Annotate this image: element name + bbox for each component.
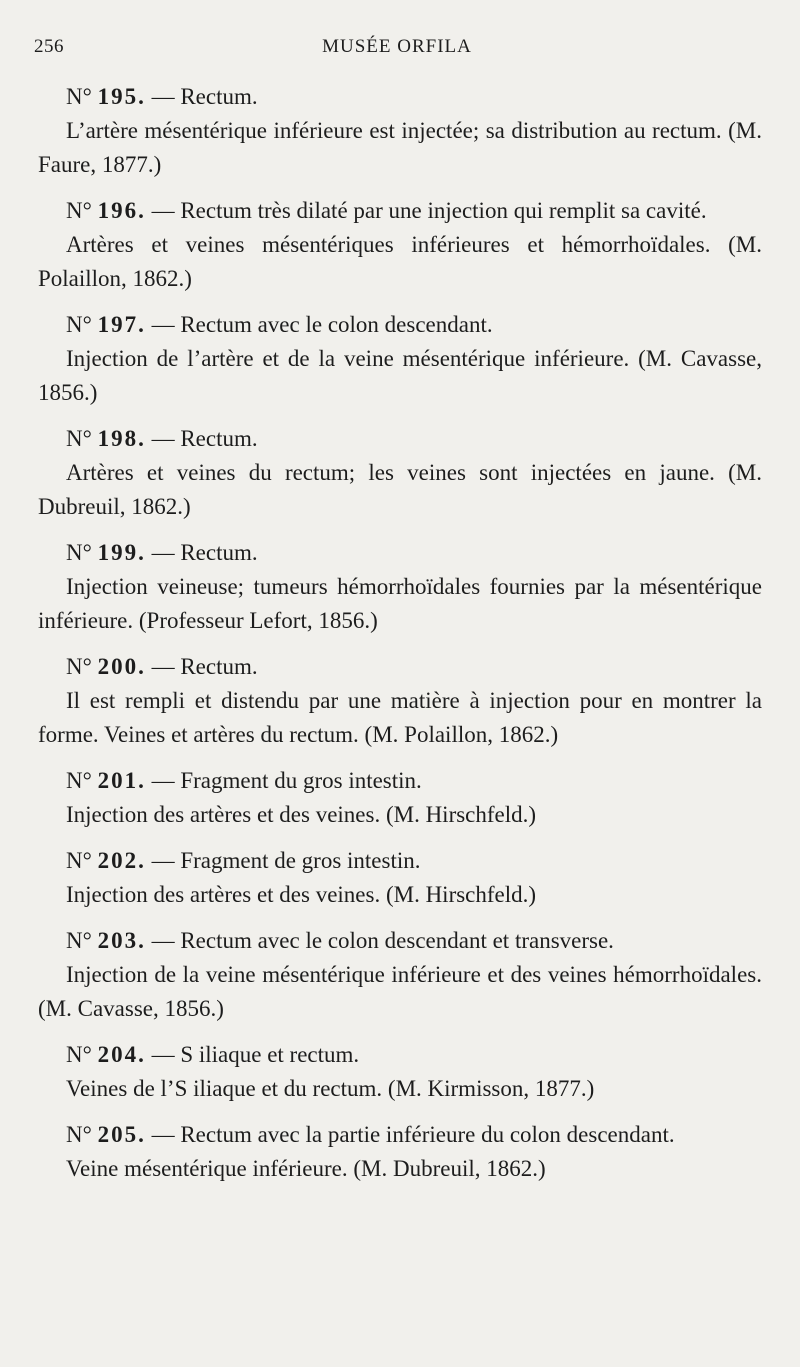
entry-number-prefix: N° — [66, 848, 92, 873]
entry-description: Veines de l’S iliaque et du rectum. (M. Kirmisson, 1877.) — [66, 1076, 595, 1101]
entry-title: — Rectum avec le colon descendant et transverse. — [151, 928, 614, 953]
entry-number: 197. — [97, 312, 146, 337]
entry-title: — Rectum. — [151, 84, 258, 109]
entry-title: — S iliaque et rectum. — [151, 1042, 360, 1067]
entry-heading — [38, 194, 762, 228]
entry-title: — Fragment de gros intestin. — [151, 848, 421, 873]
entry-description: Artères et veines mésentériques inférieures et hémorrhoïdales. (M. Polaillon, 1862.) — [38, 232, 762, 291]
entry-number: 199. — [97, 540, 146, 565]
entry-number-prefix: N° — [66, 540, 92, 565]
entry-description: Injection veineuse; tumeurs hémorrhoïdales fournies par la mésentérique inférieure. (Professeur Lefort, 1856.) — [38, 574, 762, 633]
entry-number-prefix: N° — [66, 768, 92, 793]
entry-description: Injection des artères et des veines. (M. Hirschfeld.) — [66, 882, 537, 907]
entry-title: — Rectum avec le colon descendant. — [151, 312, 493, 337]
entry-title: — Rectum. — [151, 540, 258, 565]
catalogue-entry — [38, 194, 762, 296]
entry-heading — [38, 536, 762, 570]
entry-title: — Rectum. — [151, 654, 258, 679]
entry-description: Artères et veines du rectum; les veines sont injectées en jaune. (M. Dubreuil, 1862.) — [38, 460, 762, 519]
entry-number-prefix: N° — [66, 426, 92, 451]
entry-number-prefix: N° — [66, 928, 92, 953]
entry-description: Il est rempli et distendu par une matière à injection pour en montrer la forme. Veines et artères du rectum. (M. Polaillon, 1862.) — [38, 688, 762, 747]
entry-number: 200. — [97, 654, 146, 679]
catalogue-entry — [38, 1118, 762, 1186]
entry-number-prefix: N° — [66, 198, 92, 223]
entry-title: — Fragment du gros intestin. — [151, 768, 422, 793]
catalogue-entry — [38, 536, 762, 638]
entry-number: 195. — [97, 84, 146, 109]
catalogue-entry — [38, 650, 762, 752]
catalogue-entry — [38, 764, 762, 832]
entry-number: 198. — [97, 426, 146, 451]
catalogue-entry — [38, 924, 762, 1026]
entry-number: 201. — [97, 768, 146, 793]
entry-number: 203. — [97, 928, 146, 953]
entry-number-prefix: N° — [66, 1122, 92, 1147]
entry-heading — [38, 650, 762, 684]
entry-title: — Rectum très dilaté par une injection qui remplit sa cavité. — [151, 198, 707, 223]
entry-title: — Rectum. — [151, 426, 258, 451]
entry-number: 202. — [97, 848, 146, 873]
entry-number-prefix: N° — [66, 1042, 92, 1067]
entry-title: — Rectum avec la partie inférieure du colon descendant. — [151, 1122, 675, 1147]
entry-description: Injection de l’artère et de la veine mésentérique inférieure. (M. Cavasse, 1856.) — [38, 346, 762, 405]
catalogue-entry — [38, 422, 762, 524]
entry-description: Injection des artères et des veines. (M. Hirschfeld.) — [66, 802, 537, 827]
entry-number: 196. — [97, 198, 146, 223]
catalogue-entry — [38, 308, 762, 410]
entry-heading — [38, 924, 762, 958]
catalogue-entries — [38, 80, 762, 1198]
entry-heading — [38, 308, 762, 342]
catalogue-entry — [38, 80, 762, 182]
entry-number-prefix: N° — [66, 654, 92, 679]
entry-heading — [38, 422, 762, 456]
entry-description: L’artère mésentérique inférieure est injectée; sa distribution au rectum. (M. Faure, 1877.) — [38, 118, 762, 177]
entry-number-prefix: N° — [66, 312, 92, 337]
catalogue-entry — [38, 844, 762, 912]
entry-number-prefix: N° — [66, 84, 92, 109]
page-header — [34, 30, 760, 64]
entry-heading — [38, 764, 762, 798]
entry-heading — [38, 844, 762, 878]
entry-description: Injection de la veine mésentérique inférieure et des veines hémorrhoïdales. (M. Cavasse, 1856.) — [38, 962, 762, 1021]
entry-number: 205. — [97, 1122, 146, 1147]
entry-number: 204. — [97, 1042, 146, 1067]
running-title: MUSÉE ORFILA — [322, 36, 472, 57]
entry-heading — [38, 80, 762, 114]
page-number: 256 — [34, 36, 64, 57]
entry-heading — [38, 1038, 762, 1072]
catalogue-entry — [38, 1038, 762, 1106]
entry-heading — [38, 1118, 762, 1152]
entry-description: Veine mésentérique inférieure. (M. Dubreuil, 1862.) — [66, 1156, 546, 1181]
